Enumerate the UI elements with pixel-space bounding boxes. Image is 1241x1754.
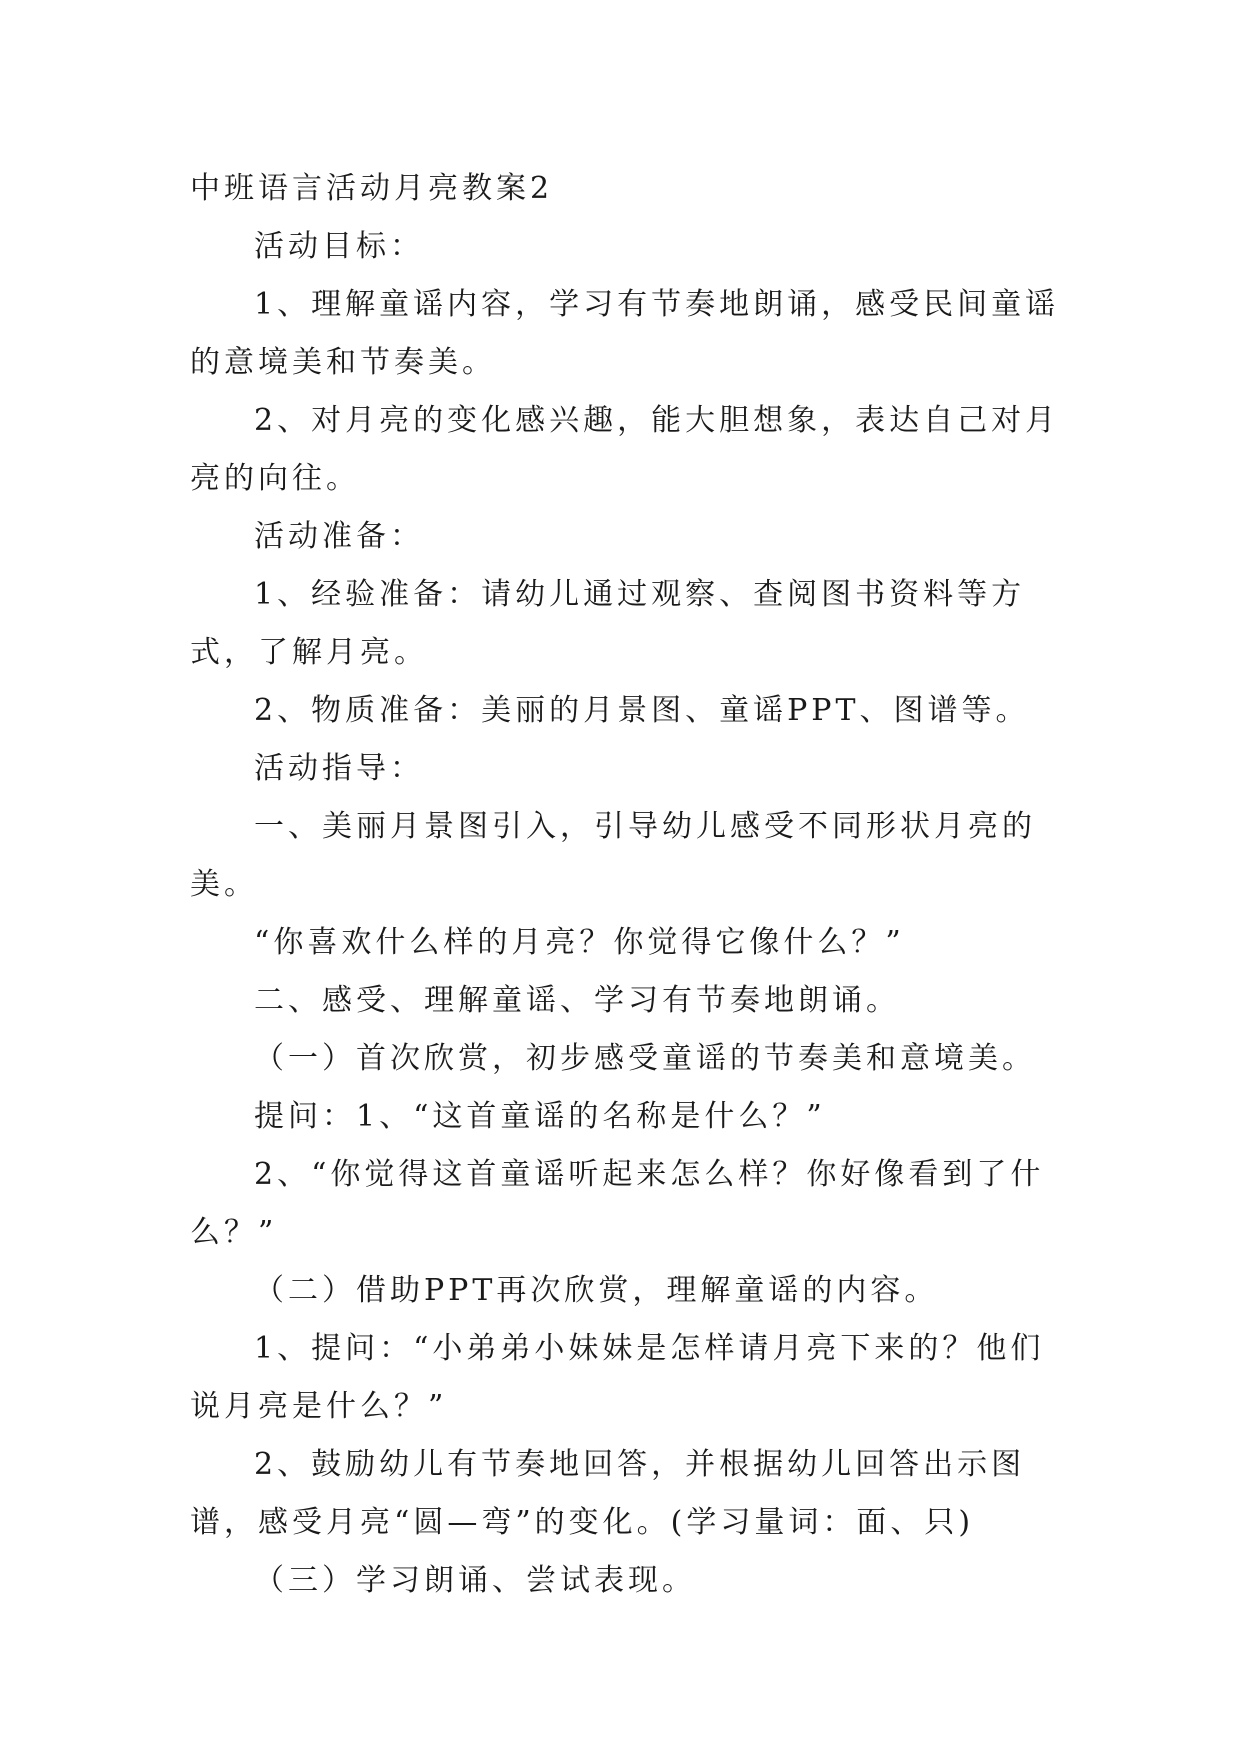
paragraph: 活动目标： (254, 229, 424, 264)
paragraph: 1、理解童谣内容，学习有节奏地朗诵，感受民间童谣的意境美和节奏美。 (190, 287, 1060, 380)
paragraph: 2、物质准备：美丽的月景图、童谣PPT、图谱等。 (254, 693, 1030, 728)
paragraph: 二、感受、理解童谣、学习有节奏地朗诵。 (254, 983, 900, 1018)
paragraph: 2、鼓励幼儿有节奏地回答，并根据幼儿回答出示图谱，感受月亮“圆—弯”的变化。(学习量词：面、只) (190, 1447, 1026, 1540)
paragraph: 一、美丽月景图引入，引导幼儿感受不同形状月亮的美。 (190, 809, 1036, 902)
paragraph: （一）首次欣赏，初步感受童谣的节奏美和意境美。 (254, 1041, 1036, 1076)
paragraph: “你喜欢什么样的月亮？你觉得它像什么？” (254, 925, 905, 960)
paragraph: 2、“你觉得这首童谣听起来怎么样？你好像看到了什么？” (190, 1157, 1045, 1250)
paragraph: （二）借助PPT再次欣赏，理解童谣的内容。 (254, 1273, 939, 1308)
paragraph: 提问：1、“这首童谣的名称是什么？” (254, 1099, 826, 1134)
paragraph: 1、提问：“小弟弟小妹妹是怎样请月亮下来的？他们说月亮是什么？” (190, 1331, 1045, 1424)
document-title: 中班语言活动月亮教案2 (190, 171, 554, 206)
paragraph: 1、经验准备：请幼儿通过观察、查阅图书资料等方式，了解月亮。 (190, 577, 1026, 670)
document-page (190, 160, 1060, 1610)
paragraph: 2、对月亮的变化感兴趣，能大胆想象，表达自己对月亮的向往。 (190, 403, 1060, 496)
paragraph: 活动指导： (254, 751, 424, 786)
paragraph: 活动准备： (254, 519, 424, 554)
paragraph: （三）学习朗诵、尝试表现。 (254, 1563, 696, 1598)
